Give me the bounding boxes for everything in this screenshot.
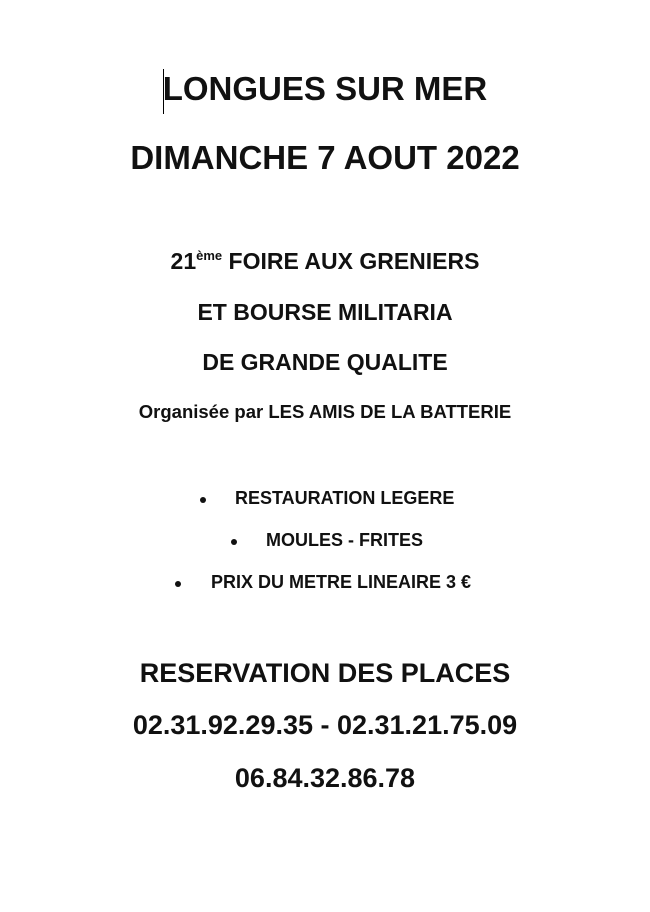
feature-item: PRIX DU METRE LINEAIRE 3 € [211, 572, 472, 592]
phone-numbers-line2: 06.84.32.86.78 [234, 763, 416, 793]
event-heading-line3: DE GRANDE QUALITE [202, 349, 448, 375]
feature-item: MOULES - FRITES [266, 530, 423, 550]
edition-number: 21 [170, 248, 197, 274]
event-heading-line1 [0, 248, 650, 275]
edition-suffix: ème [196, 248, 223, 263]
bullet-icon [231, 539, 237, 545]
event-name: FOIRE AUX GRENIERS [228, 248, 480, 274]
event-heading-line2: ET BOURSE MILITARIA [197, 299, 453, 325]
phone-numbers-line1: 02.31.92.29.35 - 02.31.21.75.09 [132, 710, 518, 740]
feature-item: RESTAURATION LEGERE [235, 488, 455, 508]
bullet-icon [200, 497, 206, 503]
organizer-line: Organisée par LES AMIS DE LA BATTERIE [138, 401, 512, 422]
bullet-icon [175, 581, 181, 587]
event-date: DIMANCHE 7 AOUT 2022 [130, 139, 520, 176]
reservation-heading: RESERVATION DES PLACES [139, 658, 511, 688]
event-location: LONGUES SUR MER [162, 70, 488, 107]
